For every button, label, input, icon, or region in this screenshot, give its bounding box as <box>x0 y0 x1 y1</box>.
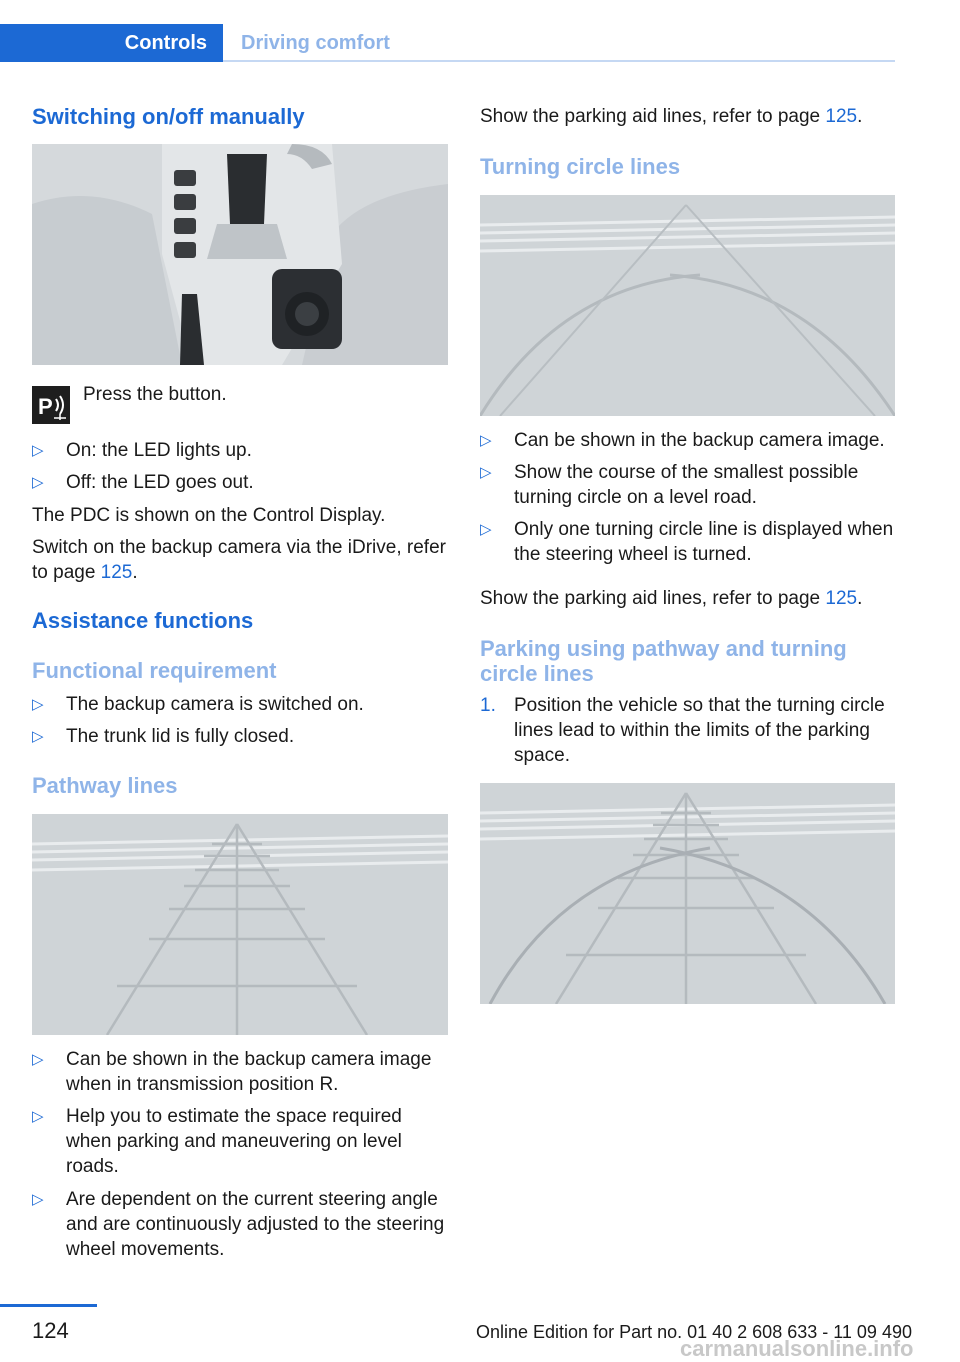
page-link[interactable]: 125 <box>100 562 133 583</box>
bullet-icon: ▷ <box>32 1051 44 1068</box>
parking-lines-image <box>480 783 895 1004</box>
heading-pathway: Pathway lines <box>32 773 178 798</box>
header-divider <box>223 60 895 62</box>
bullet-icon: ▷ <box>32 474 44 491</box>
pdc-button-icon <box>32 386 70 424</box>
page-number: 124 <box>32 1318 69 1343</box>
bullet-icon: ▷ <box>32 442 44 459</box>
list-item: ▷ Help you to estimate the space required when parking and maneuvering on level roads. <box>32 1106 402 1177</box>
svg-text:P: P <box>38 394 53 419</box>
page-link[interactable]: 125 <box>825 106 858 127</box>
heading-parking: Parking using pathway and turning circle lines <box>480 636 847 686</box>
list-item: ▷ Are dependent on the current steering angle and are continuously adjusted to the steering wheel movements. <box>32 1189 445 1260</box>
heading-switching: Switching on/off manually <box>32 104 305 129</box>
console-image <box>32 144 448 365</box>
heading-assistance: Assistance functions <box>32 608 254 633</box>
tab-driving-comfort[interactable]: Driving comfort <box>241 31 390 54</box>
heading-functional: Functional requirement <box>32 658 277 683</box>
watermark: carmanualsonline.info <box>680 1336 914 1361</box>
bullet-icon: ▷ <box>32 728 44 745</box>
tab-controls[interactable]: Controls <box>0 24 223 62</box>
footer-divider <box>0 1304 97 1307</box>
list-item: ▷ Only one turning circle line is displayed when the steering wheel is turned. <box>480 519 894 565</box>
step-item: 1. Position the vehicle so that the turning circle lines lead to within the limits of the parking space. <box>480 695 885 766</box>
bullet-icon: ▷ <box>32 1108 44 1125</box>
switch-on-text: Switch on the backup camera via the iDrive, refer to page 125. <box>32 537 446 583</box>
edition-text: Online Edition for Part no. 01 40 2 608 633 - 11 09 490 <box>476 1322 912 1342</box>
show-lines-text-1: Show the parking aid lines, refer to page 125. <box>480 106 863 127</box>
bullet-icon: ▷ <box>480 521 492 538</box>
pathway-lines-image <box>32 814 448 1035</box>
turning-lines-image <box>480 195 895 416</box>
press-button-text: Press the button. <box>83 384 227 405</box>
bullet-icon: ▷ <box>32 1191 44 1208</box>
bullet-icon: ▷ <box>480 432 492 449</box>
show-lines-text-2: Show the parking aid lines, refer to page 125. <box>480 588 863 609</box>
step-number: 1. <box>480 695 496 716</box>
page-header <box>0 24 895 62</box>
pdc-text: The PDC is shown on the Control Display. <box>32 505 386 526</box>
bullet-icon: ▷ <box>32 696 44 713</box>
page-link[interactable]: 125 <box>825 588 858 609</box>
list-item: ▷ Can be shown in the backup camera image when in transmission position R. <box>32 1049 432 1095</box>
list-item: ▷ Show the course of the smallest possible turning circle on a level road. <box>480 462 859 508</box>
heading-turning: Turning circle lines <box>480 154 681 179</box>
bullet-icon: ▷ <box>480 464 492 481</box>
